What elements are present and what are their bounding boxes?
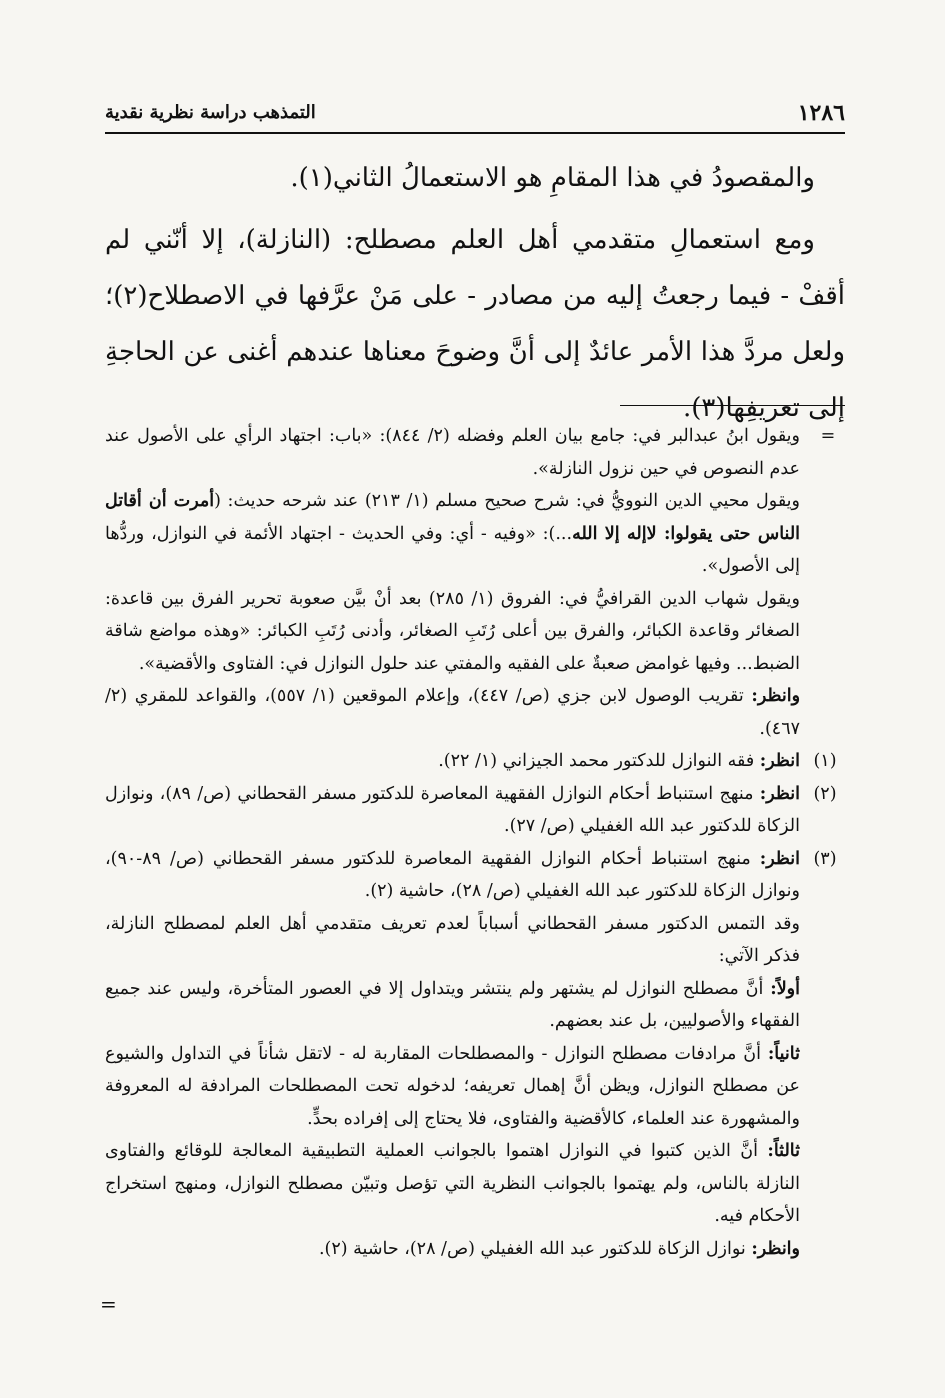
see-also-label: انظر: <box>759 751 800 771</box>
footnote-3 <box>105 843 845 908</box>
see-also-label: وانظر: <box>751 1238 800 1259</box>
footnote-3-paragraph-2: وقد التمس الدكتور مسفر القحطاني أسباباً لعدم تعريف متقدمي أهل العلم لمصطلح النازلة، فذكر الآتي: <box>105 913 800 966</box>
footnote-number: (٣) <box>813 848 837 869</box>
footnote-continuation-3: ويقول شهاب الدين القرافيُّ في: الفروق (١/ ٢٨٥) بعد أنْ بيَّن صعوبة تحرير الفرق بين قاعدة: الصغائر وقاعدة الكبائر، والفرق بين أعلى رُتَبِ الصغائر، وأدنى رُتَبِ الكبائر: «وهذه مواضع شاقة الضبط... وفيها غوامض صعبةٌ على الفقيه والمفتي عند حلول النوازل في: الفتاوى والأقضية». <box>105 588 800 674</box>
footnote-3-reason-1 <box>105 973 845 1038</box>
reason-label: ثانياً: <box>767 1043 800 1064</box>
footnote-text: ويقول ابنُ عبدالبر في: جامع بيان العلم وفضله (٢/ ٨٤٤): «باب: اجتهاد الرأي على الأصول عند عدم النصوص في حين نزول النازلة». <box>105 426 800 479</box>
footnote-text: نوازل الزكاة للدكتور عبد الله الغفيلي (ص/ ٢٨)، حاشية (٢). <box>318 1238 752 1259</box>
main-paragraph-1: والمقصودُ في هذا المقامِ هو الاستعمالُ الثاني(١). <box>290 163 815 193</box>
footnote-number: (١) <box>813 751 837 771</box>
reason-label: أولاً: <box>770 978 800 999</box>
running-header <box>105 96 845 134</box>
reason-label: ثالثاً: <box>767 1141 800 1161</box>
footnote-number: (٢) <box>813 783 837 804</box>
footnote-text: ...): «وفيه - أي: وفي الحديث - اجتهاد الأئمة في النوازل، وردُّها إلى الأصول». <box>105 523 800 576</box>
footnote-3-reason-2 <box>105 1038 845 1136</box>
main-text <box>105 150 845 436</box>
footnote-text: أنَّ مصطلح النوازل لم يشتهر ولم ينتشر ويتداول إلا في العصور المتأخرة، وليس عند جميع الفقهاء والأصوليين، بل عند بعضهم. <box>105 978 800 1031</box>
see-also-label: انظر: <box>759 848 800 869</box>
see-also-label: وانظر: <box>751 686 801 706</box>
footnote-3-reason-3 <box>105 1135 845 1233</box>
footnotes <box>105 420 845 1265</box>
main-paragraph-2: ومع استعمالِ متقدمي أهل العلم مصطلح: (النازلة)، إلا أنّني لم أقفْ - فيما رجعتُ إليه من مصادر - على مَنْ عرَّفها في الاصطلاح(٢)؛ ولعل مردَّ هذا الأمر عائدٌ إلى أنَّ وضوحَ معناها عندهم أغنى عن الحاجةِ إلى تعريفِها(٣). <box>105 225 845 423</box>
footnote-continuation-2 <box>105 485 845 583</box>
footnote-separator <box>620 405 845 406</box>
hadith-quote: أمرت أن أقاتل الناس حتى يقولوا: لاإله إلا الله <box>105 491 801 544</box>
footnote-text: منهج استنباط أحكام النوازل الفقهية المعاصرة للدكتور مسفر القحطاني (ص/ ٨٩-٩٠)، ونوازل الزكاة للدكتور عبد الله الغفيلي (ص/ ٢٨)، حاشية (٢). <box>105 848 800 901</box>
footnote-text: فقه النوازل للدكتور محمد الجيزاني (١/ ٢٢). <box>438 751 760 771</box>
footnote-2 <box>105 778 845 843</box>
running-title: التمذهب دراسة نظرية نقدية <box>105 102 316 123</box>
footnote-text: أنَّ الذين كتبوا في النوازل اهتموا بالجوانب العملية التطبيقية المعالجة للوقائع والفتاوى النازلة بالناس، ولم يهتموا بالجوانب النظرية التي تؤصل وتبيّن مصطلح النوازل، ومنهج استخراج الأحكام فيه. <box>105 1141 800 1226</box>
page-number: ١٢٨٦ <box>797 100 845 126</box>
footnote-text: منهج استنباط أحكام النوازل الفقهية المعاصرة للدكتور مسفر القحطاني (ص/ ٨٩)، ونوازل الزكاة للدكتور عبد الله الغفيلي (ص/ ٢٧). <box>105 783 800 836</box>
footnote-text: ويقول محيي الدين النوويُّ في: شرح صحيح مسلم (١/ ٢١٣) عند شرحه حديث: ( <box>214 491 800 511</box>
see-also-label: انظر: <box>759 783 800 804</box>
continuation-end-marker: = <box>100 1292 117 1316</box>
footnote-text: تقريب الوصول لابن جزي (ص/ ٤٤٧)، وإعلام الموقعين (١/ ٥٥٧)، والقواعد للمقري (٢/ ٤٦٧). <box>105 686 800 739</box>
footnote-3-see-also <box>105 1233 845 1266</box>
footnote-1 <box>105 745 845 778</box>
footnote-continuation-4 <box>105 680 845 745</box>
continuation-marker: = <box>820 426 836 446</box>
footnote-continuation-1 <box>105 420 845 485</box>
footnote-text: أنَّ مرادفات مصطلح النوازل - والمصطلحات المقاربة له - لاتقل شأناً في التداول والشيوع عن مصطلح النوازل، ويظن أنَّ إهمال تعريفه؛ لدخوله تحت المصطلحات المرادفة له المعروفة والمشهورة عند العلماء، كالأقضية والفتاوى، فلا يحتاج إلى إفراده بحدٍّ. <box>105 1043 800 1129</box>
